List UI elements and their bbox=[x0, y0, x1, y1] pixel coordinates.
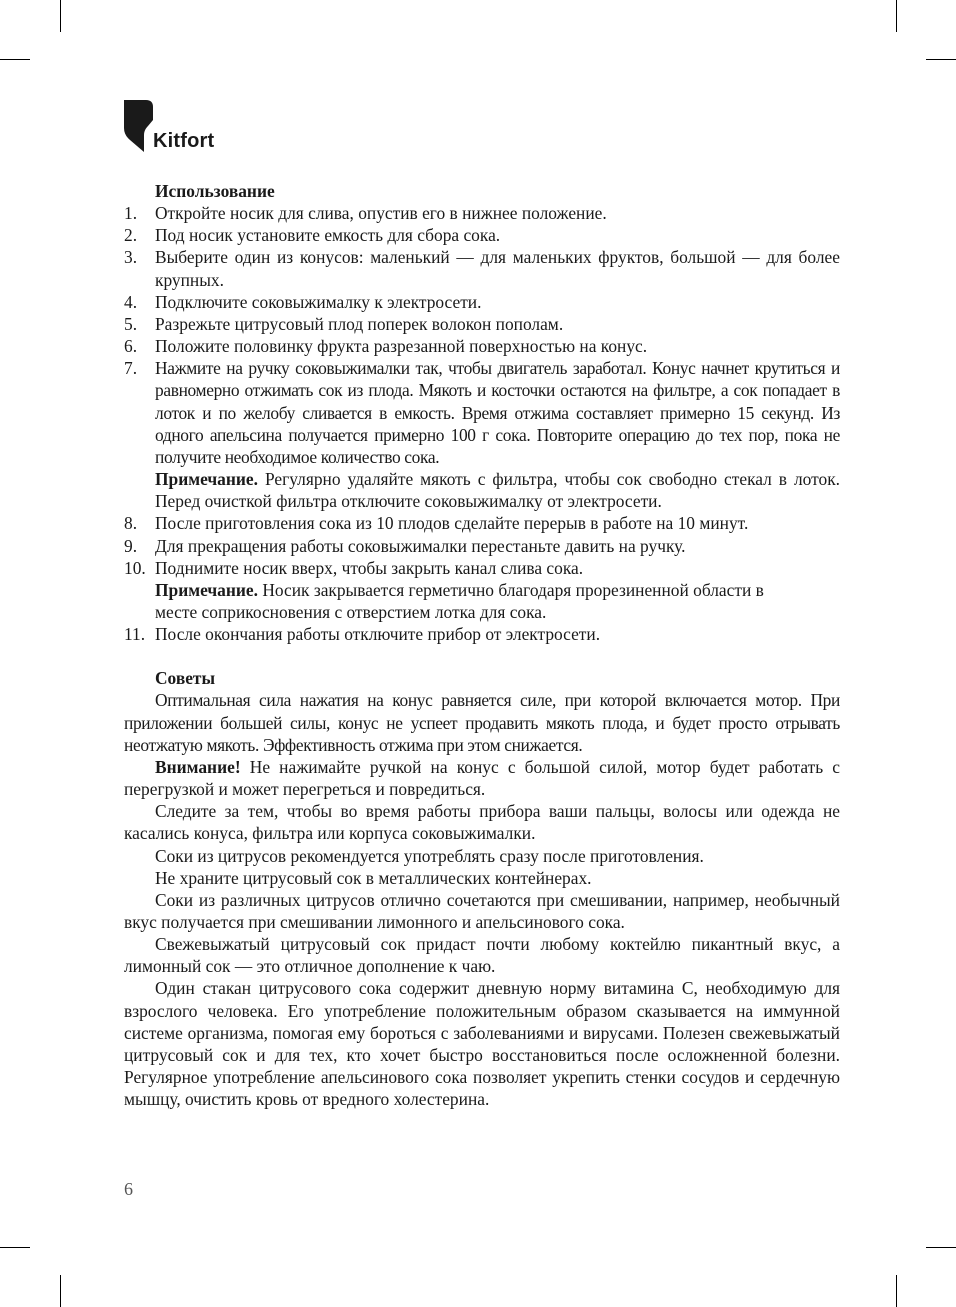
list-item bbox=[124, 557, 840, 623]
tips-paragraph: Соки из различных цитрусов отлично сочетаются при смешивании, например, необычный вкус получается при смешивании лимонного и апельсинового сока. bbox=[124, 889, 840, 932]
note-text: Носик закрывается герметично благодаря прорезиненной области в месте соприкосновения с отверстием лотка для сока. bbox=[155, 579, 764, 622]
list-item bbox=[124, 291, 840, 313]
crop-mark-bottom-left bbox=[60, 1275, 61, 1307]
crop-mark-right-bottom bbox=[926, 1247, 956, 1248]
crop-mark-top-right bbox=[896, 0, 897, 32]
warning-label: Внимание! bbox=[155, 756, 241, 777]
step-number: 1. bbox=[124, 203, 138, 224]
tips-paragraph: Следите за тем, чтобы во время работы прибора ваши пальцы, волосы или одежда не касались конуса, фильтра или корпуса соковыжималки. bbox=[124, 801, 840, 844]
step-text: Разрежьте цитрусовый плод поперек волокон пополам. bbox=[155, 313, 564, 334]
usage-steps-list bbox=[124, 202, 840, 645]
step-number: 8. bbox=[124, 513, 138, 534]
step-text: Выберите один из конусов: маленький — для маленьких фруктов, большой — для более крупных. bbox=[155, 247, 840, 290]
step-number: 2. bbox=[124, 225, 138, 246]
page-number: 6 bbox=[124, 1179, 133, 1199]
step-number: 4. bbox=[124, 291, 138, 312]
crop-mark-right-top bbox=[926, 59, 956, 60]
note-label: Примечание. bbox=[155, 469, 258, 490]
page-content bbox=[124, 180, 840, 1110]
step-number: 3. bbox=[124, 247, 138, 268]
list-item bbox=[124, 202, 840, 224]
list-item bbox=[124, 313, 840, 335]
step-text: Под носик установите емкость для сбора сока. bbox=[155, 225, 501, 246]
step-text: Нажмите на ручку соковыжималки так, чтобы двигатель заработал. Конус начнет крутиться и равномерно отжимать сок из плода. Мякоть и косточки остаются на фильтре, а сок попадает в лоток и по желобу сливается в емкость. Время отжима составляет примерно 15 секунд. Из одного апельсина получается примерно 100 г сока. Повторите операцию до тех пор, пока не получите необходимое количество сока. bbox=[155, 358, 840, 467]
step-number: 11. bbox=[124, 624, 146, 645]
list-item bbox=[124, 512, 840, 534]
list-item bbox=[124, 623, 840, 645]
usage-heading: Использование bbox=[155, 181, 275, 201]
step-text: Откройте носик для слива, опустив его в нижнее положение. bbox=[155, 203, 607, 224]
list-item bbox=[124, 246, 840, 290]
step-text: Положите половинку фрукта разрезанной поверхностью на конус. bbox=[155, 336, 648, 357]
step-number: 7. bbox=[124, 358, 138, 379]
step-text: После приготовления сока из 10 плодов сделайте перерыв в работе на 10 минут. bbox=[155, 513, 749, 534]
tips-paragraph: Не храните цитрусовый сок в металлических контейнерах. bbox=[155, 867, 592, 888]
list-item bbox=[124, 335, 840, 357]
step-note bbox=[155, 468, 840, 512]
step-number: 5. bbox=[124, 313, 138, 334]
step-text: После окончания работы отключите прибор от электросети. bbox=[155, 624, 601, 645]
step-text: Поднимите носик вверх, чтобы закрыть канал слива сока. bbox=[155, 557, 584, 578]
list-item bbox=[124, 224, 840, 246]
step-number: 9. bbox=[124, 535, 138, 556]
crop-mark-top-left bbox=[60, 0, 61, 32]
step-text: Подключите соковыжималку к электросети. bbox=[155, 291, 482, 312]
tips-paragraph: Один стакан цитрусового сока содержит дневную норму витамина С, необходимую для взрослого человека. Его употребление положительным образом сказывается на иммунной системе организма, помогая ему бороться с заболеваниями и вирусами. Полезен свежевыжатый цитрусовый сок и для тех, кто хочет быстро восстановиться после осложненной болезни. Регулярное употребление апельсинового сока позволяет укрепить стенки сосудов и сердечную мышцу, очистить кровь от вредного холестерина. bbox=[124, 978, 840, 1110]
note-text: Регулярно удаляйте мякоть с фильтра, чтобы сок свободно стекал в лоток. Перед очисткой фильтра отключите соковыжималку от электросети. bbox=[155, 469, 840, 512]
step-number: 10. bbox=[124, 557, 146, 578]
brand-name: Kitfort bbox=[153, 130, 215, 152]
note-label: Примечание. bbox=[155, 579, 258, 600]
crop-mark-left-top bbox=[0, 59, 30, 60]
tips-paragraph bbox=[124, 756, 840, 800]
warning-text: Не нажимайте ручкой на конус с большой силой, мотор будет работать с перегрузкой и может перегреться и повредиться. bbox=[124, 756, 840, 800]
tips-paragraph: Оптимальная сила нажатия на конус равняется силе, при которой включается мотор. При приложении большей силы, конус не успеет продавить мякоть плода, и будет просто отрывать неотжатую мякоть. Эффективность отжима при этом снижается. bbox=[124, 690, 840, 755]
list-item bbox=[124, 357, 840, 512]
step-number: 6. bbox=[124, 336, 138, 357]
crop-mark-bottom-right bbox=[896, 1275, 897, 1307]
tips-paragraph: Соки из цитрусов рекомендуется употреблять сразу после приготовления. bbox=[155, 845, 704, 866]
tips-paragraph: Свежевыжатый цитрусовый сок придаст почти любому коктейлю пикантный вкус, а лимонный сок — это отличное дополнение к чаю. bbox=[124, 934, 840, 977]
crop-mark-left-bottom bbox=[0, 1247, 30, 1248]
tips-heading: Советы bbox=[155, 668, 216, 689]
step-note bbox=[155, 579, 775, 623]
step-text: Для прекращения работы соковыжималки перестаньте давить на ручку. bbox=[155, 535, 686, 556]
list-item bbox=[124, 535, 840, 557]
